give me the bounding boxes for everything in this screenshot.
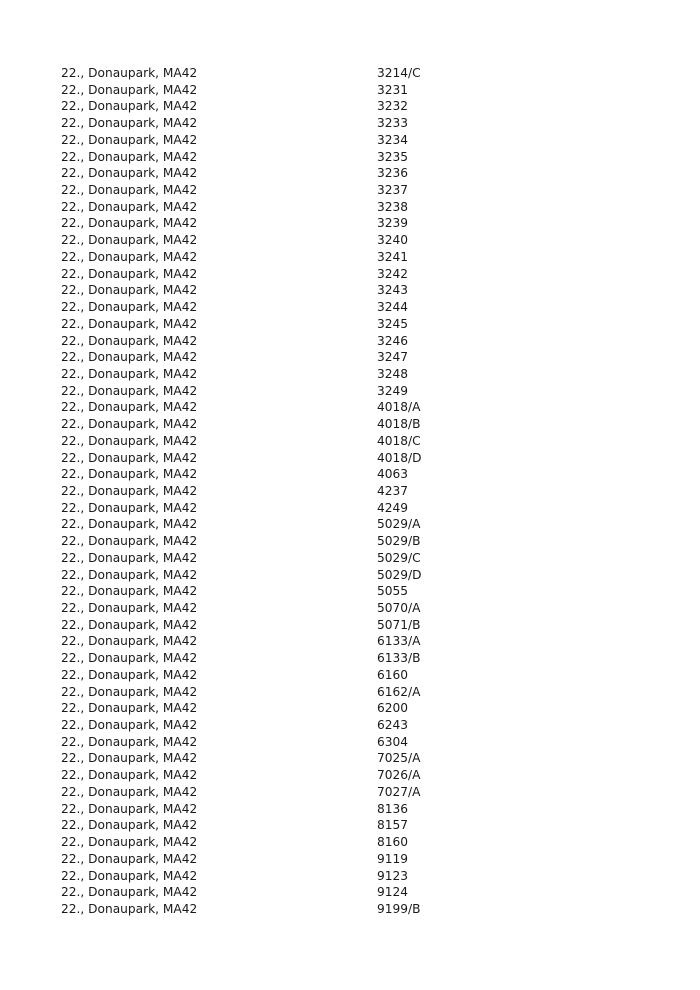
location-text: 22., Donaupark, MA42	[61, 433, 198, 448]
location-text: 22., Donaupark, MA42	[61, 567, 198, 582]
list-item	[61, 333, 661, 350]
list-item	[61, 199, 661, 216]
code-text: 3245	[377, 316, 409, 331]
list-item	[61, 149, 661, 166]
location-text: 22., Donaupark, MA42	[61, 885, 198, 900]
code-text: 4063	[377, 467, 409, 482]
list-item	[61, 516, 661, 533]
location-text: 22., Donaupark, MA42	[61, 801, 198, 816]
code-text: 3242	[377, 266, 409, 281]
list-item	[61, 633, 661, 650]
list-item	[61, 165, 661, 182]
code-text: 3239	[377, 216, 409, 231]
location-text: 22., Donaupark, MA42	[61, 166, 198, 181]
code-text: 4018/D	[377, 450, 422, 465]
location-text: 22., Donaupark, MA42	[61, 366, 198, 381]
list-item	[61, 617, 661, 634]
code-text: 6133/B	[377, 651, 421, 666]
location-text: 22., Donaupark, MA42	[61, 667, 198, 682]
code-text: 3244	[377, 300, 409, 315]
location-text: 22., Donaupark, MA42	[61, 550, 198, 565]
location-text: 22., Donaupark, MA42	[61, 66, 198, 80]
location-text: 22., Donaupark, MA42	[61, 333, 198, 348]
code-text: 3235	[377, 149, 409, 164]
code-text: 5029/C	[377, 550, 421, 565]
code-text: 5071/B	[377, 617, 421, 632]
location-text: 22., Donaupark, MA42	[61, 684, 198, 699]
location-text: 22., Donaupark, MA42	[61, 517, 198, 532]
location-text: 22., Donaupark, MA42	[61, 784, 198, 799]
list-item	[61, 801, 661, 818]
list-item	[61, 466, 661, 483]
code-text: 9199/B	[377, 901, 421, 916]
code-text: 8136	[377, 801, 409, 816]
location-text: 22., Donaupark, MA42	[61, 818, 198, 833]
list-item	[61, 249, 661, 266]
location-text: 22., Donaupark, MA42	[61, 901, 198, 916]
code-text: 4237	[377, 483, 409, 498]
list-item	[61, 834, 661, 851]
location-text: 22., Donaupark, MA42	[61, 617, 198, 632]
code-text: 5029/B	[377, 534, 421, 549]
location-text: 22., Donaupark, MA42	[61, 82, 198, 97]
list-item	[61, 232, 661, 249]
code-text: 6162/A	[377, 684, 421, 699]
code-text: 4018/B	[377, 417, 421, 432]
code-text: 4018/C	[377, 433, 421, 448]
code-text: 9123	[377, 868, 409, 883]
code-text: 6200	[377, 701, 409, 716]
location-text: 22., Donaupark, MA42	[61, 116, 198, 131]
code-text: 3241	[377, 249, 409, 264]
list-item	[61, 65, 661, 82]
code-text: 6133/A	[377, 634, 421, 649]
code-text: 6304	[377, 734, 409, 749]
list-item	[61, 82, 661, 99]
location-text: 22., Donaupark, MA42	[61, 99, 198, 114]
list-item	[61, 299, 661, 316]
list-item	[61, 901, 661, 918]
list-item	[61, 483, 661, 500]
location-text: 22., Donaupark, MA42	[61, 316, 198, 331]
location-text: 22., Donaupark, MA42	[61, 701, 198, 716]
list-item	[61, 700, 661, 717]
code-text: 7027/A	[377, 784, 421, 799]
code-text: 5070/A	[377, 601, 421, 615]
list-item	[61, 684, 661, 701]
location-text: 22., Donaupark, MA42	[61, 149, 198, 164]
code-text: 8160	[377, 835, 409, 850]
code-text: 7025/A	[377, 751, 421, 766]
list-item	[61, 98, 661, 115]
list-item	[61, 115, 661, 132]
list-item	[61, 266, 661, 283]
location-text: 22., Donaupark, MA42	[61, 718, 198, 733]
location-text: 22., Donaupark, MA42	[61, 283, 198, 298]
location-text: 22., Donaupark, MA42	[61, 584, 198, 599]
location-text: 22., Donaupark, MA42	[61, 199, 198, 214]
code-text: 3233	[377, 116, 409, 131]
location-text: 22., Donaupark, MA42	[61, 483, 198, 498]
code-text: 5029/A	[377, 517, 421, 532]
list-item	[61, 215, 661, 232]
list-item	[61, 550, 661, 567]
list-item	[61, 734, 661, 751]
list-item	[61, 884, 661, 901]
list-item	[61, 349, 661, 366]
code-text: 3214/C	[377, 66, 421, 80]
list-item	[61, 567, 661, 584]
list-item	[61, 383, 661, 400]
list-item	[61, 767, 661, 784]
location-text: 22., Donaupark, MA42	[61, 233, 198, 248]
location-text: 22., Donaupark, MA42	[61, 417, 198, 432]
list-item	[61, 583, 661, 600]
list-item	[61, 600, 661, 617]
list-item	[61, 500, 661, 517]
list-item	[61, 817, 661, 834]
code-text: 3240	[377, 233, 409, 248]
code-text: 3248	[377, 366, 409, 381]
code-text: 3236	[377, 166, 409, 181]
code-text: 3232	[377, 99, 409, 114]
code-text: 3238	[377, 199, 409, 214]
code-text: 3243	[377, 283, 409, 298]
code-text: 9124	[377, 885, 409, 900]
code-text: 6243	[377, 718, 409, 733]
location-text: 22., Donaupark, MA42	[61, 768, 198, 783]
location-text: 22., Donaupark, MA42	[61, 249, 198, 264]
list-item	[61, 750, 661, 767]
location-text: 22., Donaupark, MA42	[61, 183, 198, 198]
code-text: 8157	[377, 818, 409, 833]
code-text: 6160	[377, 667, 409, 682]
code-text: 3246	[377, 333, 409, 348]
location-text: 22., Donaupark, MA42	[61, 835, 198, 850]
list-item	[61, 450, 661, 467]
code-text: 7026/A	[377, 768, 421, 783]
code-text: 9119	[377, 851, 409, 866]
location-text: 22., Donaupark, MA42	[61, 651, 198, 666]
code-text: 5029/D	[377, 567, 422, 582]
location-text: 22., Donaupark, MA42	[61, 350, 198, 365]
list-item	[61, 282, 661, 299]
list-item	[61, 851, 661, 868]
list-item	[61, 433, 661, 450]
location-text: 22., Donaupark, MA42	[61, 132, 198, 147]
code-text: 4018/A	[377, 400, 421, 415]
location-code-list	[61, 65, 661, 918]
location-text: 22., Donaupark, MA42	[61, 216, 198, 231]
location-text: 22., Donaupark, MA42	[61, 734, 198, 749]
code-text: 5055	[377, 584, 409, 599]
location-text: 22., Donaupark, MA42	[61, 751, 198, 766]
location-text: 22., Donaupark, MA42	[61, 400, 198, 415]
list-item	[61, 667, 661, 684]
location-text: 22., Donaupark, MA42	[61, 450, 198, 465]
list-item	[61, 399, 661, 416]
location-text: 22., Donaupark, MA42	[61, 266, 198, 281]
location-text: 22., Donaupark, MA42	[61, 851, 198, 866]
list-item	[61, 868, 661, 885]
code-text: 3249	[377, 383, 409, 398]
list-item	[61, 533, 661, 550]
location-text: 22., Donaupark, MA42	[61, 868, 198, 883]
list-item	[61, 784, 661, 801]
list-item	[61, 650, 661, 667]
location-text: 22., Donaupark, MA42	[61, 383, 198, 398]
list-item	[61, 416, 661, 433]
list-item	[61, 182, 661, 199]
code-text: 4249	[377, 500, 409, 515]
list-item	[61, 316, 661, 333]
location-text: 22., Donaupark, MA42	[61, 534, 198, 549]
code-text: 3231	[377, 82, 409, 97]
list-item	[61, 132, 661, 149]
location-text: 22., Donaupark, MA42	[61, 500, 198, 515]
location-text: 22., Donaupark, MA42	[61, 300, 198, 315]
location-text: 22., Donaupark, MA42	[61, 601, 198, 615]
code-text: 3247	[377, 350, 409, 365]
code-text: 3234	[377, 132, 409, 147]
location-text: 22., Donaupark, MA42	[61, 634, 198, 649]
code-text: 3237	[377, 183, 409, 198]
list-item	[61, 717, 661, 734]
location-text: 22., Donaupark, MA42	[61, 467, 198, 482]
list-item	[61, 366, 661, 383]
